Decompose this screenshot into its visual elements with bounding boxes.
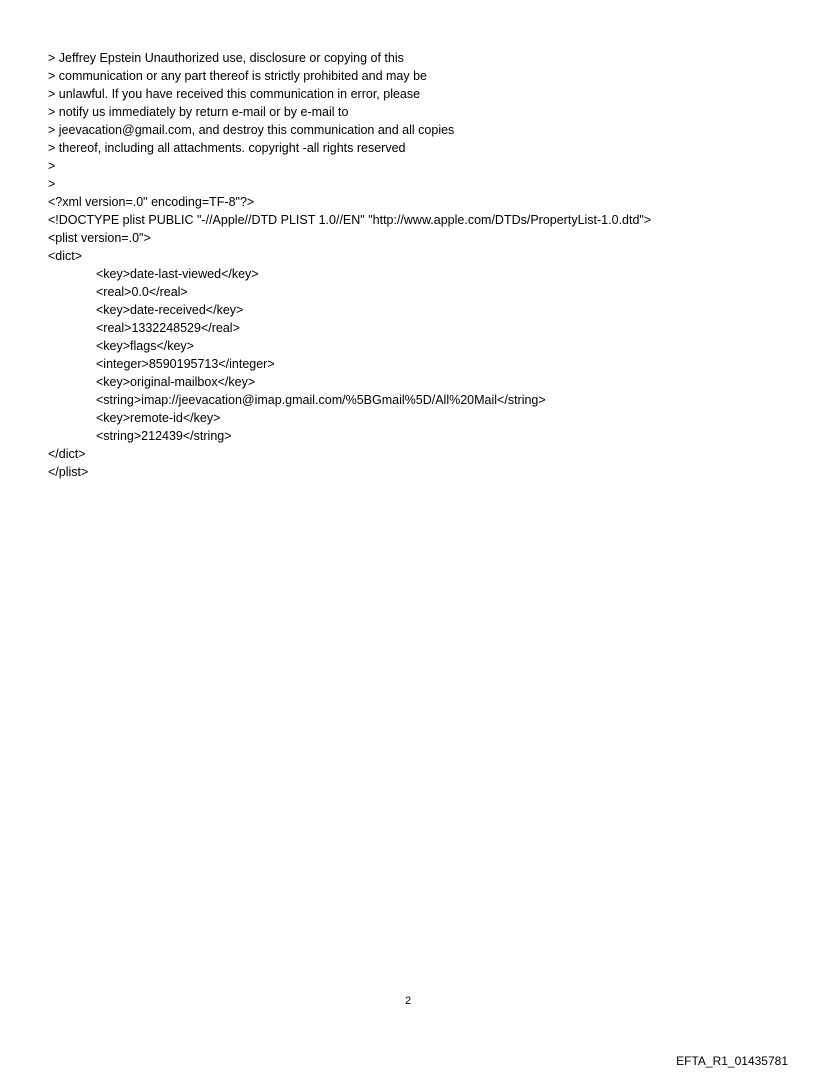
- plist-doctype: <!DOCTYPE plist PUBLIC "-//Apple//DTD PLIST 1.0//EN" "http://www.apple.com/DTDs/PropertyList-1.0.dtd">: [48, 213, 652, 227]
- dict-close-tag: </dict>: [48, 447, 86, 461]
- plist-entry: <real>1332248529</real>: [96, 321, 240, 335]
- quote-line: > communication or any part thereof is strictly prohibited and may be: [48, 69, 428, 83]
- quote-line: > unlawful. If you have received this communication in error, please: [48, 87, 421, 101]
- plist-entry: <key>flags</key>: [96, 339, 194, 353]
- email-disclaimer-quote: [48, 49, 808, 193]
- plist-entry: <string>212439</string>: [96, 429, 232, 443]
- xml-declaration: <?xml version=.0" encoding=TF-8"?>: [48, 195, 255, 209]
- page-number: 2: [404, 995, 412, 1007]
- quote-line: > notify us immediately by return e-mail or by e-mail to: [48, 105, 349, 119]
- plist-entry: <real>0.0</real>: [96, 285, 188, 299]
- quote-line: >: [48, 177, 56, 191]
- quote-line: >: [48, 159, 56, 173]
- plist-entry: <key>original-mailbox</key>: [96, 375, 256, 389]
- plist-block: [48, 193, 808, 481]
- plist-open-tag: <plist version=.0">: [48, 231, 151, 245]
- quote-line: > jeevacation@gmail.com, and destroy this communication and all copies: [48, 123, 455, 137]
- dict-open-tag: <dict>: [48, 249, 83, 263]
- plist-entry: <key>date-received</key>: [96, 303, 244, 317]
- document-body: [48, 49, 808, 481]
- plist-entry: <key>remote-id</key>: [96, 411, 221, 425]
- plist-entry: <string>imap://jeevacation@imap.gmail.com/%5BGmail%5D/All%20Mail</string>: [96, 393, 546, 407]
- quote-line: > Jeffrey Epstein Unauthorized use, disclosure or copying of this: [48, 51, 404, 65]
- plist-close-tag: </plist>: [48, 465, 89, 479]
- plist-entry: <integer>8590195713</integer>: [96, 357, 275, 371]
- plist-entry: <key>date-last-viewed</key>: [96, 267, 259, 281]
- quote-line: > thereof, including all attachments. copyright -all rights reserved: [48, 141, 406, 155]
- document-id: EFTA_R1_01435781: [676, 1054, 788, 1068]
